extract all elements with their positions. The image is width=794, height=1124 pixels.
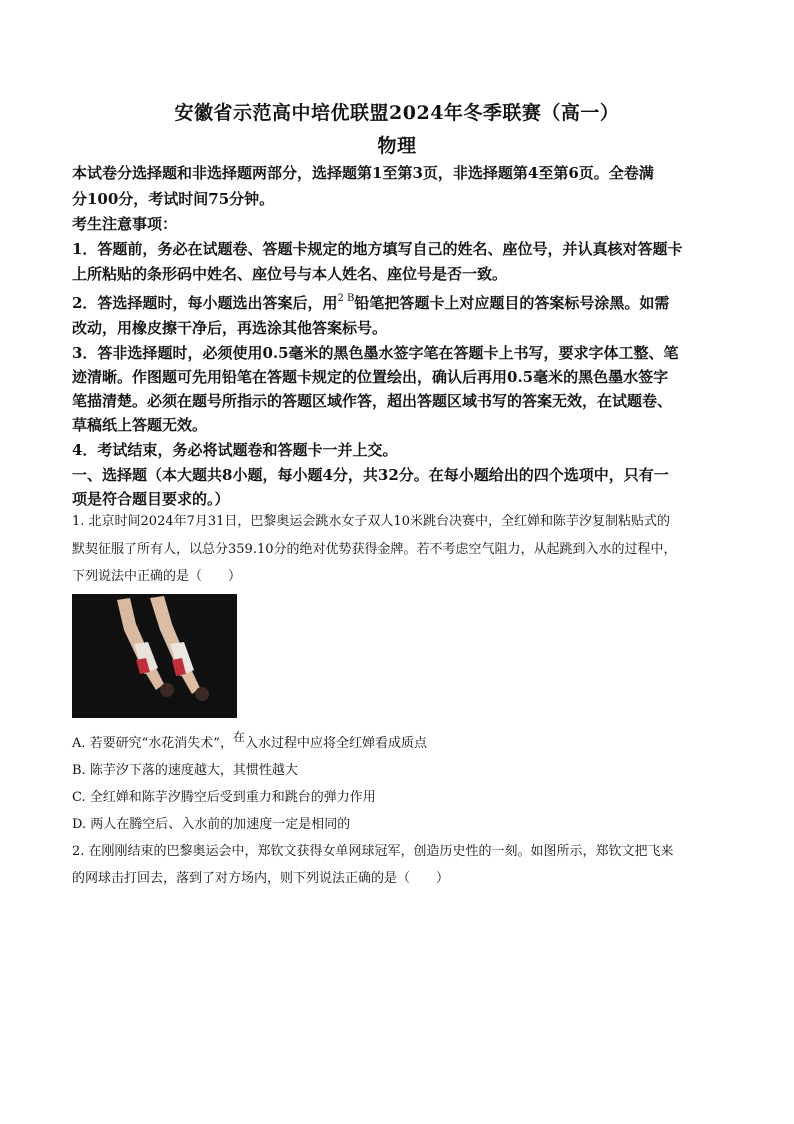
note-2-pencil-grade: 2 B (337, 293, 355, 304)
note-2-text-a: 2．答选择题时，每小题选出答案后，用 (72, 294, 338, 312)
note-3-line-4: 草稿纸上答题无效。 (72, 416, 208, 434)
question-1-option-d: D. 两人在腾空后、入水前的加速度一定是相同的 (72, 817, 351, 832)
question-1-option-b: B. 陈芋汐下落的速度越大，其惯性越大 (72, 763, 298, 778)
note-1-line-1: 1．答题前，务必在试题卷、答题卡规定的地方填写自己的姓名、座位号，并认真核对答题卡 (72, 240, 683, 258)
question-2-line-2: 的网球击打回去，落到了对方场内，则下列说法正确的是（ ） (72, 871, 450, 886)
question-1-option-a (72, 730, 722, 757)
divers-image (72, 594, 237, 718)
exam-title: 安徽省示范高中培优联盟2024年冬季联赛（高一） (174, 102, 620, 124)
exam-subject: 物理 (377, 135, 417, 157)
question-2-line-1: 2. 在刚刚结束的巴黎奥运会中，郑钦文获得女单网球冠军，创造历史性的一刻。如图所示，郑钦文把飞来 (72, 844, 674, 859)
intro-line-2: 分100分，考试时间75分钟。 (72, 190, 275, 208)
note-2-line-2: 改动，用橡皮擦干净后，再选涂其他答案标号。 (72, 319, 388, 337)
diving-photo (72, 594, 237, 718)
intro-line-1: 本试卷分选择题和非选择题两部分，选择题第1至第3页，非选择题第4至第6页。全卷满 (72, 164, 654, 182)
question-1-line-1: 1. 北京时间2024年7月31日，巴黎奥运会跳水女子双人10米跳台决赛中，全红婵和陈芋汐复制粘贴式的 (72, 514, 670, 529)
notice-heading: 考生注意事项： (72, 215, 178, 233)
note-4-line-1: 4．考试结束，务必将试题卷和答题卡一并上交。 (72, 441, 398, 459)
note-2-text-b: 铅笔把答题卡上对应题目的答案标号涂黑。如需 (354, 294, 670, 312)
section-1-heading-line-1: 一、选择题（本大题共8小题，每小题4分，共32分。在每小题给出的四个选项中，只有一 (72, 466, 669, 484)
note-3-line-1: 3．答非选择题时，必须使用0.5毫米的黑色墨水签字笔在答题卡上书写，要求字体工整、笔 (72, 344, 679, 362)
question-1-line-2: 默契征服了所有人，以总分359.10分的绝对优势获得金牌。若不考虑空气阻力，从起跳到入水的过程中， (72, 542, 677, 557)
section-1-heading-line-2: 项是符合题目要求的。） (72, 490, 230, 508)
note-3-line-2: 迹清晰。作图题可先用铅笔在答题卡规定的位置绘出，确认后再用0.5毫米的黑色墨水签字 (72, 368, 669, 386)
question-1-line-3: 下列说法中正确的是（ ） (72, 569, 242, 584)
option-a-raised-char: 在 (232, 730, 245, 744)
note-1-line-2: 上所粘贴的条形码中姓名、座位号与本人姓名、座位号是否一致。 (72, 265, 508, 283)
question-1-option-c: C. 全红婵和陈芋汐腾空后受到重力和跳台的弹力作用 (72, 790, 376, 805)
note-3-line-3: 笔描清楚。必须在题号所指示的答题区域作答，超出答题区域书写的答案无效，在试题卷、 (72, 392, 673, 410)
option-a-text-2: 入水过程中应将全红婵看成质点 (244, 736, 427, 751)
option-a-text-1: A. 若要研究“水花消失术”， (72, 736, 233, 751)
